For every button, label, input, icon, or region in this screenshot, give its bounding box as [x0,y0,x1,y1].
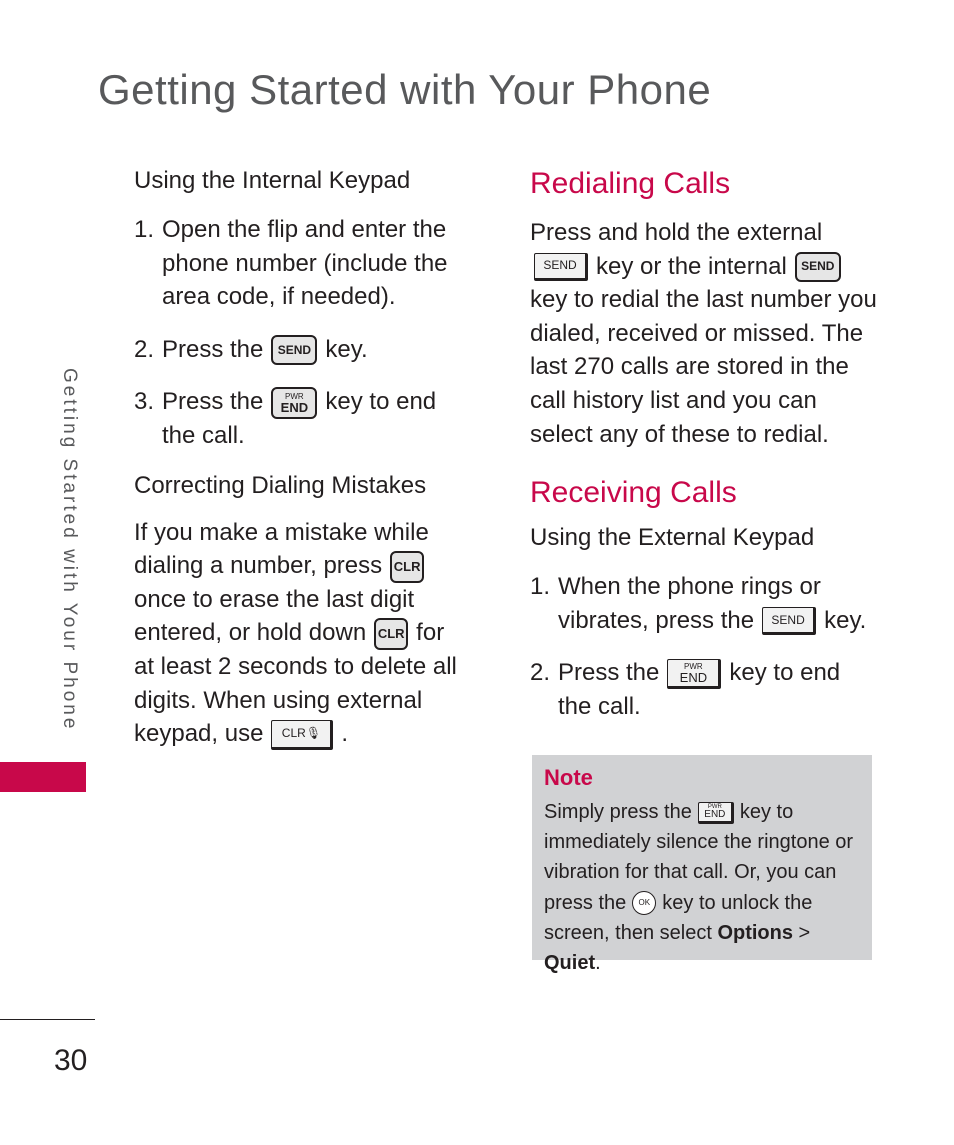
internal-step-2 [134,333,464,367]
pwr-end-key-icon [271,387,317,419]
side-tab-label: Getting Started with Your Phone [59,368,80,732]
note-text-2: key to immediately silence the ringtone or vibration for that call. Or, you can press the [544,801,854,914]
end-label: END [704,808,726,820]
side-tab-marker [0,762,86,792]
page-title: Getting Started with Your Phone [98,66,712,113]
send-key-icon: SEND [795,252,841,282]
step-text-pre: Press the [558,659,660,687]
step-text-pre: Press the [162,388,264,416]
internal-step-1 [134,213,464,314]
internal-keypad-heading: Using the Internal Keypad [134,167,411,194]
menu-separator: > [798,921,811,944]
step-text [162,385,464,452]
clr-key-icon: CLR [390,551,424,583]
ok-key-icon: OK [632,891,656,915]
pwr-label: PWR [684,661,703,671]
mistakes-paragraph [134,516,464,751]
note-text-1: Simply press the [544,801,692,823]
step-text-pre: Press the [162,335,264,363]
step-number: 3. [134,388,155,416]
note-label: Note [544,765,593,790]
external-send-key-icon: SEND [534,253,588,281]
step-text [558,656,880,723]
step-number: 1. [134,216,155,243]
step-text: Open the flip and enter the phone number (include the area code, if needed). [162,216,448,311]
mistakes-heading: Correcting Dialing Mistakes [134,471,427,499]
options-menu-label: Options [717,921,793,944]
note-text-end: . [595,952,601,975]
end-label: END [679,669,708,685]
step-number: 2. [530,659,551,687]
page-number: 30 [54,1044,88,1077]
left-column [134,164,464,751]
redialing-text-2: key or the internal [596,252,787,280]
quiet-menu-label: Quiet [544,952,596,975]
note-box [532,755,872,975]
mistakes-text-4: . [341,720,349,748]
redialing-text-1: Press and hold the external [530,219,823,246]
note-text [544,797,860,978]
clr-mic-key-icon [271,720,333,750]
step-number: 1. [530,573,551,601]
external-step-1 [530,570,880,637]
step-text-post: key. [824,606,867,634]
step-text-post: key to end the call. [558,659,841,720]
receiving-heading: Receiving Calls [530,476,737,510]
step-text [558,570,880,637]
clr-key-icon: CLR [374,618,408,650]
send-key-icon: SEND [271,335,317,365]
end-label: END [280,399,309,415]
step-text-pre: When the phone rings or vibrates, press the [558,573,821,634]
step-number: 2. [134,335,155,363]
redialing-paragraph [530,216,880,451]
right-column [530,164,880,724]
footer-rule [0,1019,95,1020]
external-keypad-heading: Using the External Keypad [530,524,815,552]
pwr-label: PWR [285,391,304,401]
mistakes-text-3: for at least 2 seconds to delete all digits. When using external keypad, use [134,619,457,748]
external-send-key-icon: SEND [762,607,816,635]
step-text [162,333,464,367]
internal-step-3 [134,385,464,452]
mistakes-text-2: once to erase the last digit entered, or hold down [134,585,415,647]
pwr-label: PWR [707,803,722,810]
mistakes-text-1: If you make a mistake while dialing a number, press [134,518,429,580]
step-text-post: key to end the call. [162,388,437,450]
external-step-2 [530,656,880,723]
redialing-heading: Redialing Calls [530,167,731,200]
step-text-post: key. [325,335,368,363]
external-pwr-end-key-icon [667,659,721,689]
clr-label: CLR [281,726,306,741]
mic-icon: 🎙 [305,726,322,741]
external-pwr-end-key-icon [698,802,734,824]
note-text-3: key to unlock the screen, then select [544,891,813,944]
redialing-text-3: key to redial the last number you dialed, received or missed. The last 270 calls are stored in the call history list and you can select any of these to redial. [530,286,877,448]
